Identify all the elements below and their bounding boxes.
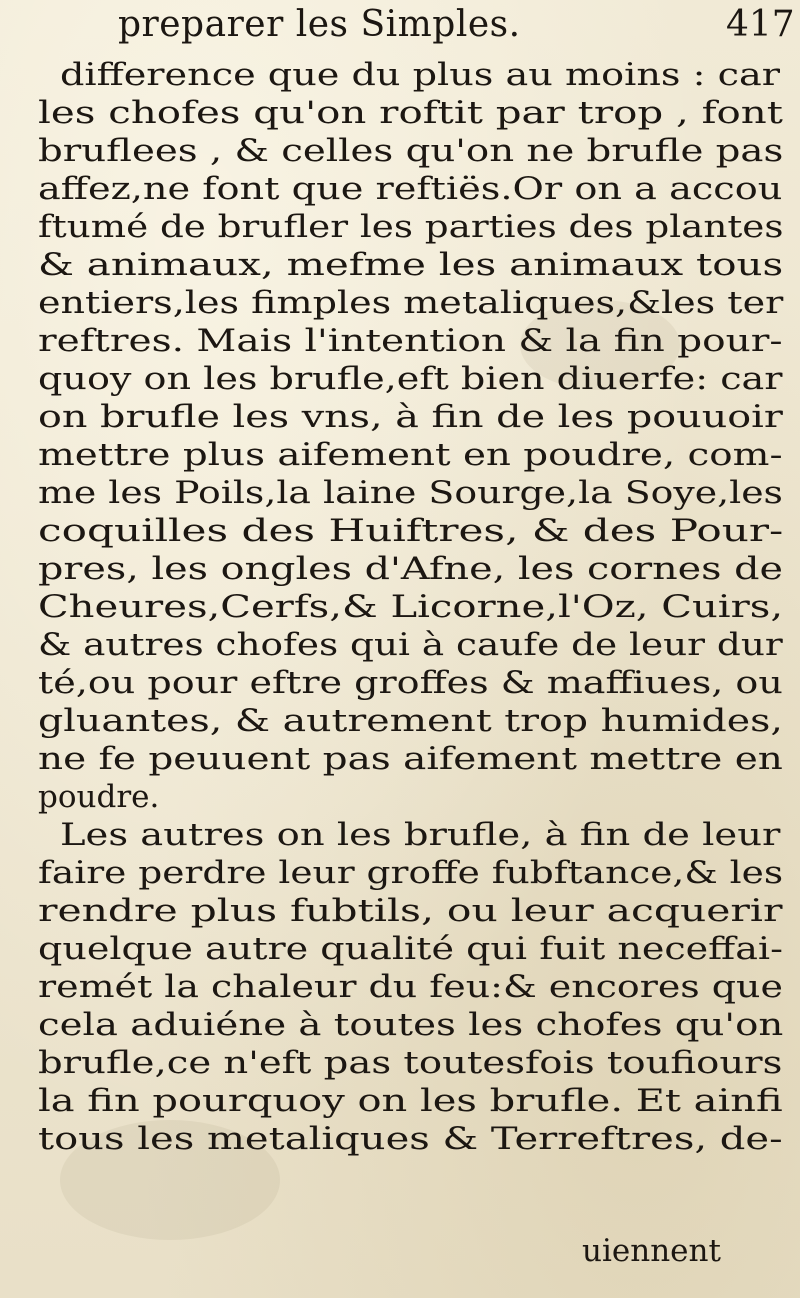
text-line: cela aduiéne à toutes les chofes qu'on	[38, 1007, 784, 1043]
text-line: ftumé de brufler les parties des plantes	[38, 209, 784, 245]
text-line: difference que du plus au moins : car	[60, 57, 780, 93]
text-line: entiers,les fimples metaliques,&les ter	[38, 285, 784, 321]
text-line: bruflees , & celles qu'on ne brufle pas	[38, 133, 784, 169]
text-line: remét la chaleur du feu:& encores que	[38, 969, 783, 1005]
text-line: la fin pourquoy on les brufle. Et ainfi	[38, 1083, 783, 1119]
text-line: té,ou pour eftre groffes & maffiues, ou	[38, 665, 783, 701]
text-line: me les Poils,la laine Sourge,la Soye,les	[38, 475, 783, 511]
text-line: mettre plus aifement en poudre, com-	[38, 437, 783, 473]
text-line: Cheures,Cerfs,& Licorne,l'Oz, Cuirs,	[38, 589, 784, 625]
text-line: quoy on les brufle,eft bien diuerfe: car	[38, 361, 783, 397]
text-line: affez,ne font que reftiës.Or on a accou	[38, 171, 783, 207]
running-head	[0, 2, 800, 54]
text-line: faire perdre leur groffe fubftance,& les	[38, 855, 784, 891]
text-line: tous les metaliques & Terreftres, de-	[38, 1121, 783, 1157]
text-line: quelque autre qualité qui fuit neceffai-	[38, 931, 783, 967]
page-number: 417	[726, 4, 795, 45]
text-line: coquilles des Huiftres, & des Pour-	[38, 513, 784, 549]
running-title: preparer les Simples.	[118, 4, 521, 45]
text-line: poudre.	[38, 779, 160, 815]
text-line: & autres chofes qui à caufe de leur dur	[38, 627, 783, 663]
text-line: les chofes qu'on roftit par trop , font	[38, 95, 783, 131]
text-line: brufle,ce n'eft pas toutesfois toufiours	[38, 1045, 783, 1081]
text-line: ne fe peuuent pas aifement mettre en	[38, 741, 783, 777]
text-line: & animaux, mefme les animaux tous	[38, 247, 784, 283]
text-line: gluantes, & autrement trop humides,	[38, 703, 783, 739]
text-line: rendre plus fubtils, ou leur acquerir	[38, 893, 783, 929]
text-line: pres, les ongles d'Afne, les cornes de	[38, 551, 783, 587]
catchword: uiennent	[582, 1233, 721, 1269]
text-line: reftres. Mais l'intention & la fin pour-	[38, 323, 783, 359]
text-line: Les autres on les brufle, à fin de leur	[60, 817, 781, 853]
text-line: on brufle les vns, à fin de les pouuoir	[38, 399, 783, 435]
